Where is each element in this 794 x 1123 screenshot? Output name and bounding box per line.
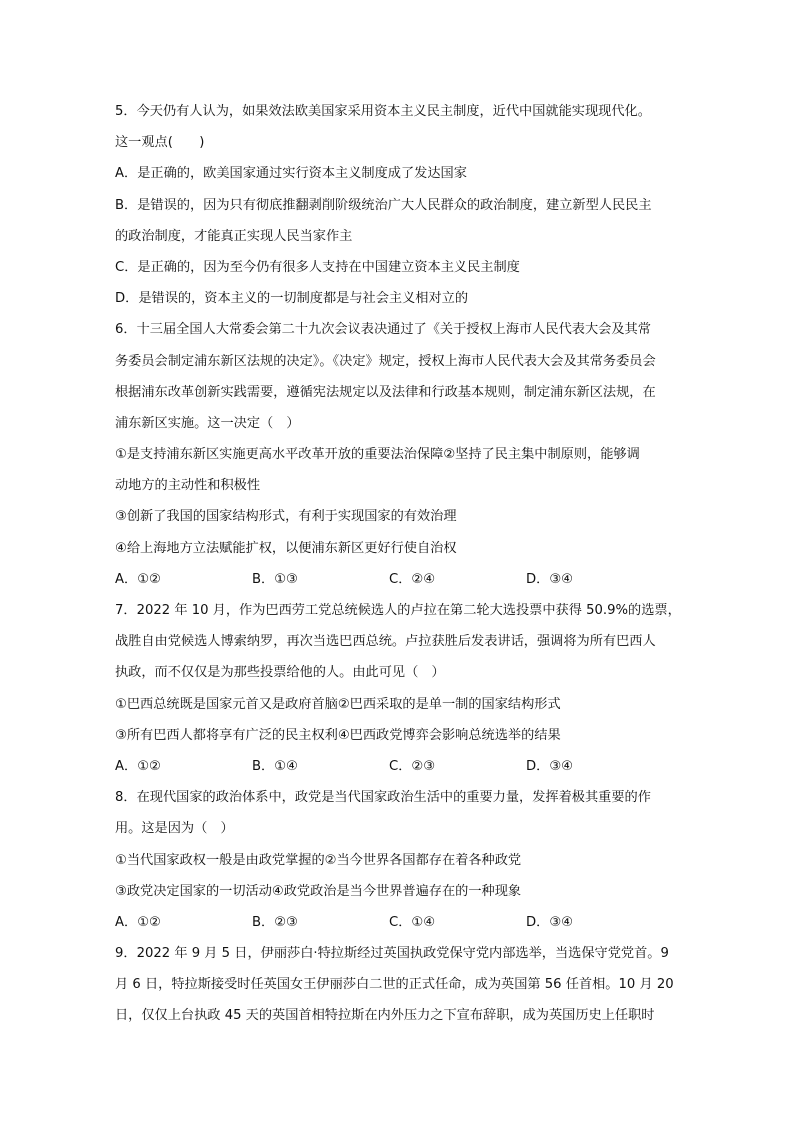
q7-stem-line-2: 战胜自由党候选人博索纳罗，再次当选巴西总统。卢拉获胜后发表讲话，强调将为所有巴西人 [115, 634, 656, 650]
q8-option-d: D．③④ [526, 914, 573, 930]
q8-option-a: A．①② [115, 914, 161, 930]
q7-statement-3-4: ③所有巴西人都将享有广泛的民主权利④巴西政党博弈会影响总统选举的结果 [115, 727, 561, 743]
q5-choice-b-cont: 的政治制度，才能真正实现人民当家作主 [115, 228, 353, 244]
q8-statement-1-2: ①当代国家政权一般是由政党掌握的②当今世界各国都存在着各种政党 [115, 852, 522, 868]
question-list [115, 96, 685, 1032]
q9-stem-line-1: 9．2022 年 9 月 5 日，伊丽莎白·特拉斯经过英国执政党保守党内部选举，当选保守党党首。9 [115, 946, 669, 962]
q6-stem-line-3: 根据浦东改革创新实践需要，遵循宪法规定以及法律和行政基本规则，制定浦东新区法规，在 [115, 384, 656, 400]
q7-option-c: C．②③ [389, 758, 436, 774]
q6-option-c: C．②④ [389, 571, 436, 587]
q5-choice-d: D．是错误的，资本主义的一切制度都是与社会主义相对立的 [115, 291, 469, 307]
q5-choice-b: B．是错误的，因为只有彻底推翻剥削阶级统治广大人民群众的政治制度，建立新型人民民主 [115, 197, 652, 213]
q6-option-d: D．③④ [526, 571, 573, 587]
q5-stem-line-1: 5．今天仍有人认为，如果效法欧美国家采用资本主义民主制度，近代中国就能实现现代化。 [115, 104, 651, 119]
q8-stem-line-2: 用。这是因为（ ） [115, 821, 234, 837]
q7-stem-line-3: 执政，而不仅仅是为那些投票给他的人。由此可见（ ） [115, 665, 445, 681]
q6-option-a: A．①② [115, 571, 161, 587]
q5-stem-line-2: 这一观点( ) [115, 135, 205, 151]
q7-option-b: B．①④ [252, 758, 298, 774]
q6-statement-2-cont: 动地方的主动性和积极性 [115, 478, 261, 494]
q7-option-a: A．①② [115, 758, 161, 774]
q5-choice-c: C．是正确的，因为至今仍有很多人支持在中国建立资本主义民主制度 [115, 259, 520, 275]
q5-choice-a: A．是正确的，欧美国家通过实行资本主义制度成了发达国家 [115, 166, 467, 182]
q8-statement-3-4: ③政党决定国家的一切活动④政党政治是当今世界普遍存在的一种现象 [115, 883, 522, 899]
q6-stem-line-1: 6．十三届全国人大常委会第二十九次会议表决通过了《关于授权上海市人民代表大会及其常 [115, 322, 651, 338]
q9-stem-line-3: 日，仅仅上台执政 45 天的英国首相特拉斯在内外压力之下宣布辞职，成为英国历史上任职时 [115, 1008, 655, 1024]
q8-option-c: C．①④ [389, 914, 436, 930]
q6-stem-line-2: 务委员会制定浦东新区法规的决定》。《决定》规定，授权上海市人民代表大会及其常务委员会 [115, 353, 656, 369]
q7-option-d: D．③④ [526, 758, 573, 774]
q8-option-b: B．②③ [252, 914, 298, 930]
q8-options [115, 907, 685, 938]
q6-options [115, 564, 685, 595]
q8-stem-line-1: 8．在现代国家的政治体系中，政党是当代国家政治生活中的重要力量，发挥着极其重要的作 [115, 790, 651, 806]
q9-stem-line-2: 月 6 日，特拉斯接受时任英国女王伊丽莎白二世的正式任命，成为英国第 56 任首相。10 月 20 [115, 977, 674, 993]
q6-statement-4: ④给上海地方立法赋能扩权，以便浦东新区更好行使自治权 [115, 540, 457, 556]
q6-stem-line-4: 浦东新区实施。这一决定（ ） [115, 415, 300, 431]
q6-option-b: B．①③ [252, 571, 298, 587]
q7-stem-line-1: 7．2022 年 10 月，作为巴西劳工党总统候选人的卢拉在第二轮大选投票中获得 50.9%的选票， [115, 603, 681, 618]
q6-statement-3: ③创新了我国的国家结构形式，有利于实现国家的有效治理 [115, 509, 457, 525]
q7-statement-1-2: ①巴西总统既是国家元首又是政府首脑②巴西采取的是单一制的国家结构形式 [115, 696, 561, 712]
q7-options [115, 751, 685, 782]
q6-statement-1-2: ①是支持浦东新区实施更高水平改革开放的重要法治保障②坚持了民主集中制原则，能够调 [115, 447, 640, 463]
